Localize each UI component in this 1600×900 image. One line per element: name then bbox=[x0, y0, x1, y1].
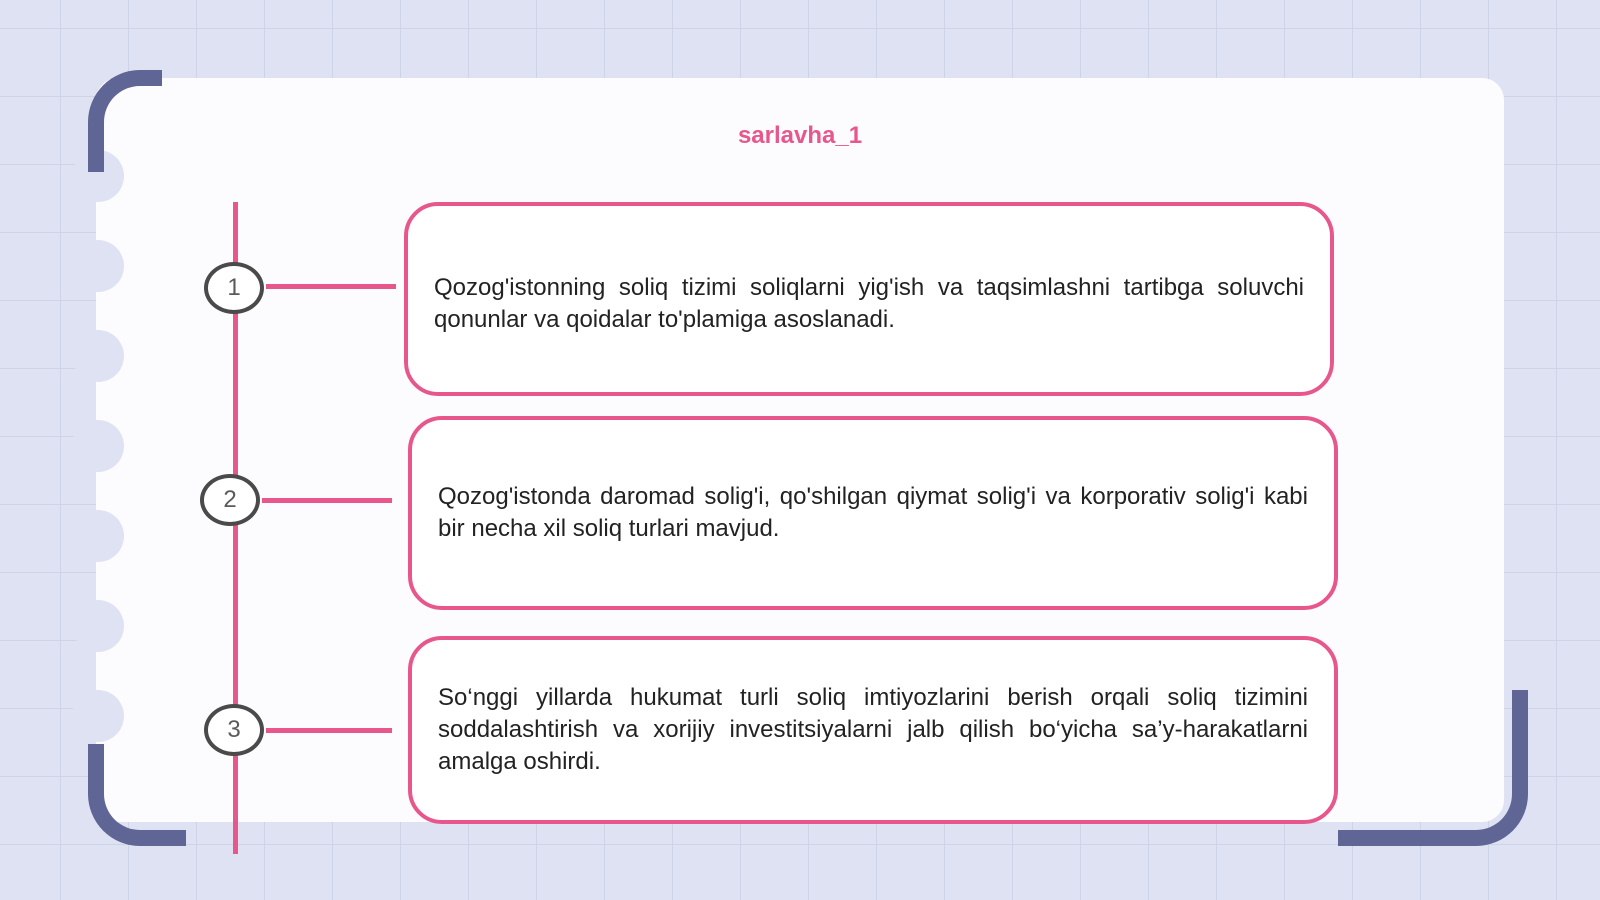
info-card-2 bbox=[408, 416, 1338, 610]
frame-corner-top-left bbox=[88, 70, 162, 172]
paper-scallop bbox=[72, 690, 124, 742]
step-number-1: 1 bbox=[227, 274, 241, 301]
timeline-connector-3 bbox=[266, 728, 392, 733]
info-card-2-text: Qozog'istonda daromad solig'i, qo'shilgan qiymat solig'i va korporativ solig'i kabi bir necha xil soliq turlari mavjud. bbox=[438, 483, 1308, 542]
info-card-3-text: So‘nggi yillarda hukumat turli soliq imtiyozlarini berish orqali soliq tizimini soddalashtirish va xorijiy investitsiyalarni jalb qilish bo‘yicha sa’y-harakatlarni amalga oshirdi. bbox=[438, 684, 1308, 775]
paper-scallop bbox=[72, 420, 124, 472]
frame-corner-bottom-right bbox=[1338, 690, 1528, 846]
timeline-connector-2 bbox=[262, 498, 392, 503]
slide-title: sarlavha_1 bbox=[737, 122, 863, 149]
step-marker-2 bbox=[200, 474, 260, 526]
paper-scallop bbox=[72, 510, 124, 562]
info-card-1-text: Qozog'istonning soliq tizimi soliqlarni yig'ish va taqsimlashni tartibga soluvchi qonunlar va qoidalar to'plamiga asoslanadi. bbox=[434, 274, 1304, 333]
paper-scallop bbox=[72, 240, 124, 292]
info-card-1 bbox=[404, 202, 1334, 396]
timeline-connector-1 bbox=[266, 284, 396, 289]
step-marker-1 bbox=[204, 262, 264, 314]
step-number-2: 2 bbox=[223, 486, 237, 513]
info-card-3 bbox=[408, 636, 1338, 824]
paper-scallop bbox=[72, 330, 124, 382]
frame-corner-bottom-left bbox=[88, 744, 186, 846]
paper-scallop bbox=[72, 600, 124, 652]
step-marker-3 bbox=[204, 704, 264, 756]
step-number-3: 3 bbox=[227, 716, 241, 743]
